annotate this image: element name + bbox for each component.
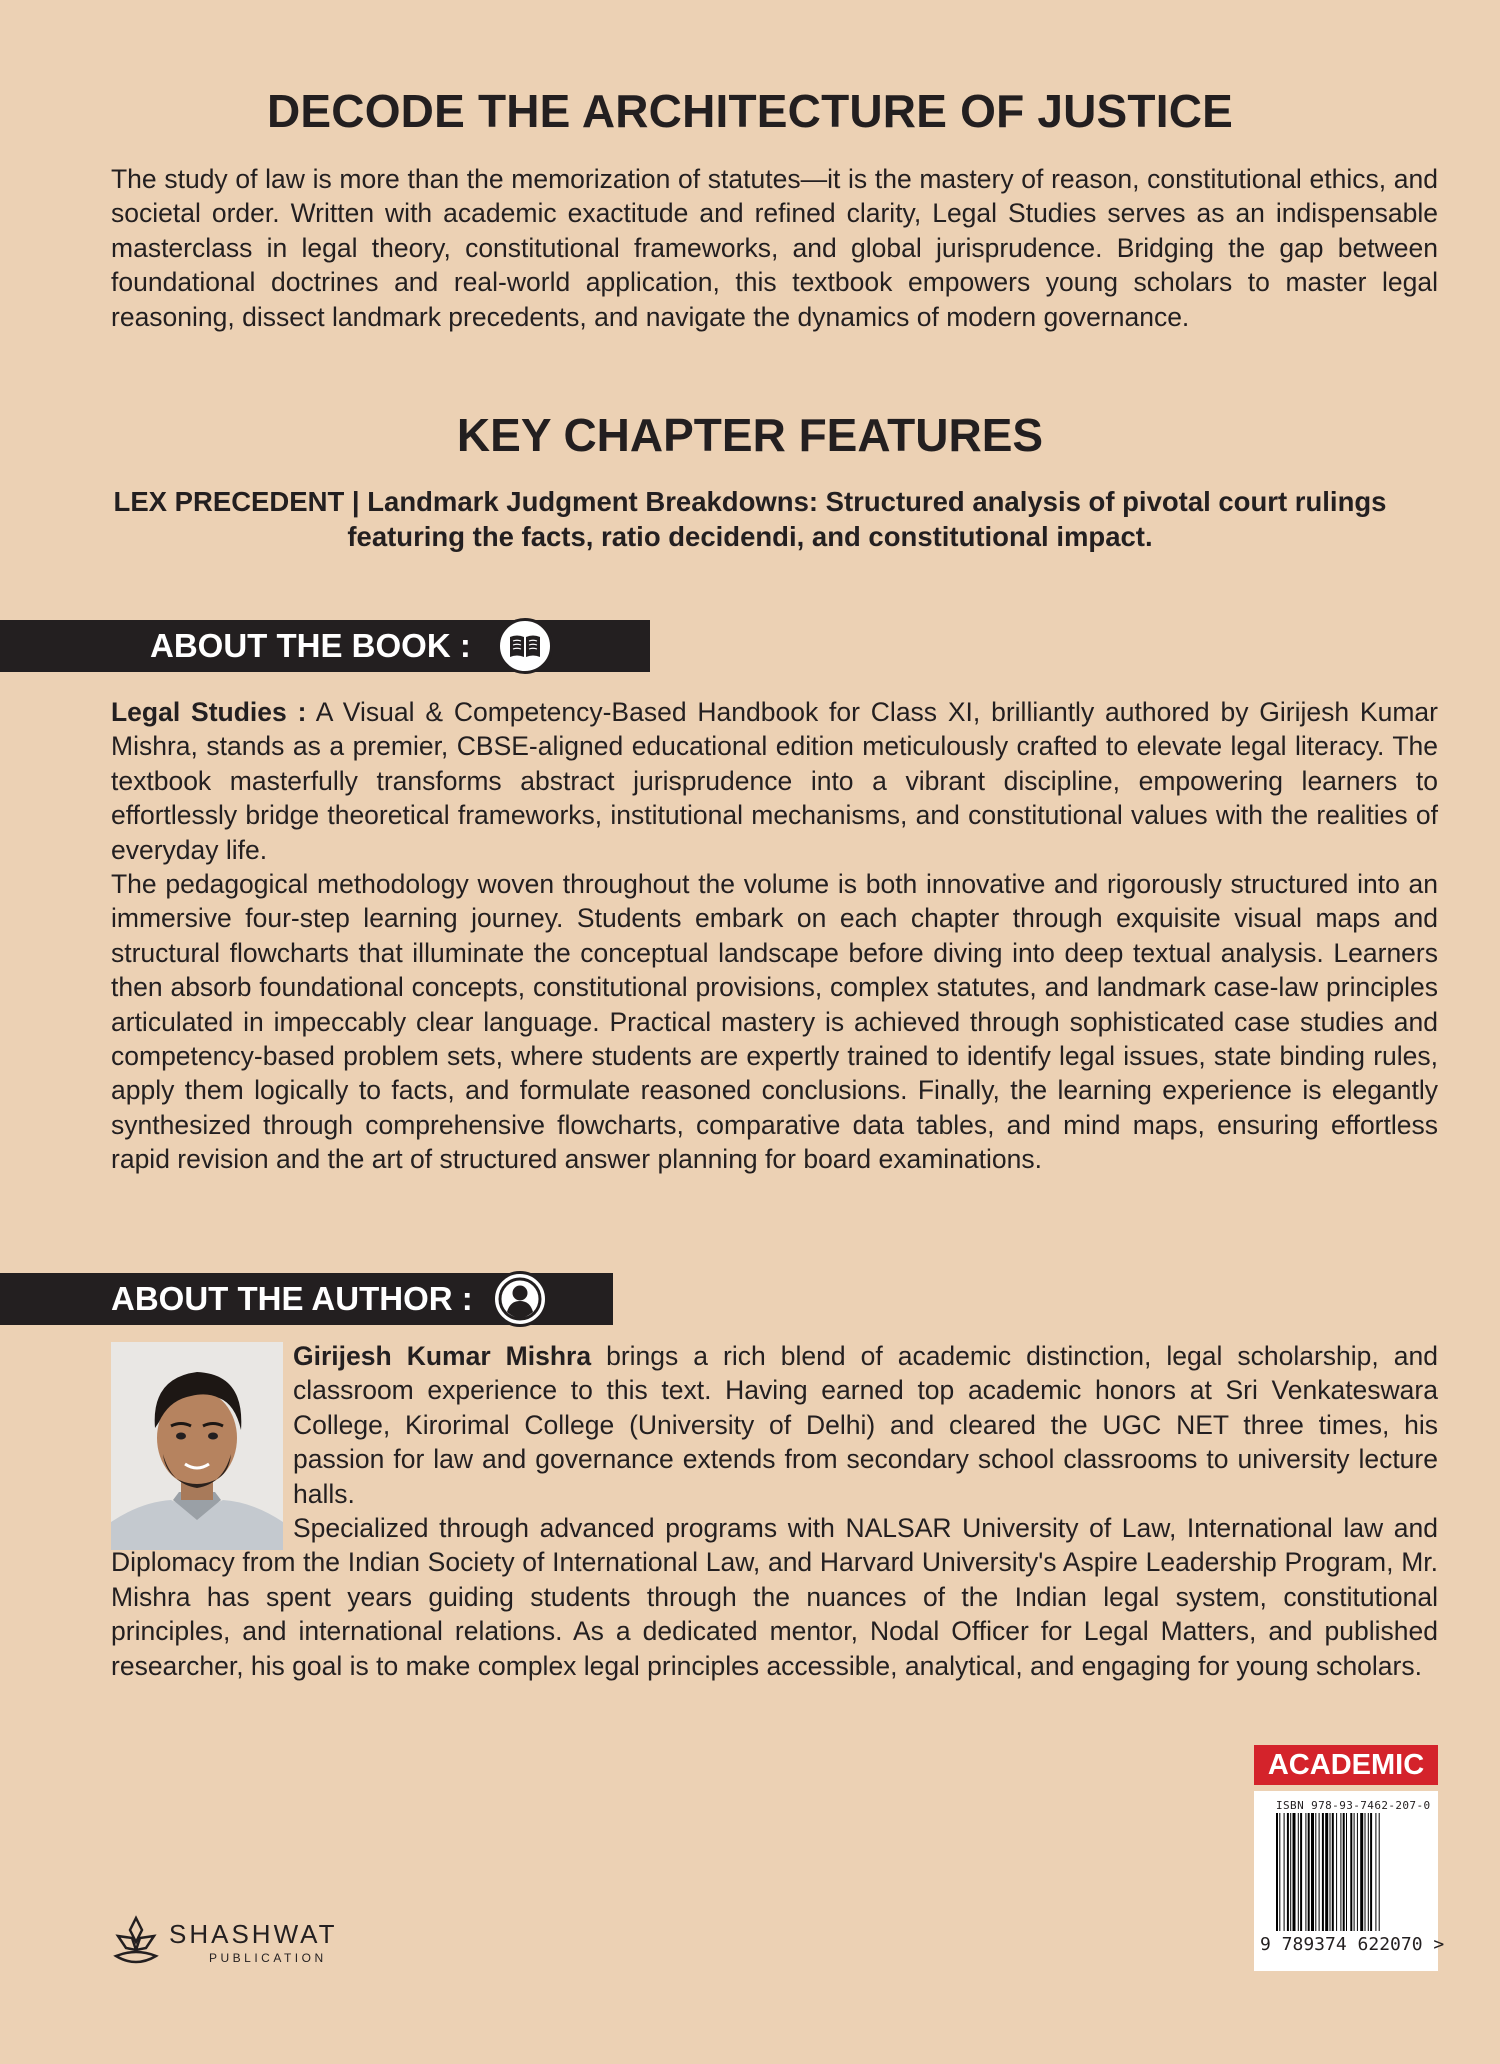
about-author-paragraph-1: Girijesh Kumar Mishra brings a rich blend of academic distinction, legal scholarship, and classroom experience to this text. Having earned top academic honors at Sri Venkateswara College, Kirorimal College (University of Delhi) and cleared the UGC NET three times, his passion for law and governance extends from secondary school classrooms to university lecture halls. [293, 1341, 1438, 1509]
features-text: LEX PRECEDENT | Landmark Judgment Breakdowns: Structured analysis of pivotal court rulings featuring the facts, ratio decidendi, and constitutional impact. [113, 486, 1387, 552]
page-title: DECODE THE ARCHITECTURE OF JUSTICE [266, 85, 1234, 137]
about-book-paragraph-1: Legal Studies : A Visual & Competency-Based Handbook for Class XI, brilliantly authored by Girijesh Kumar Mishra, stands as a premier, CBSE-aligned educational edition meticulously crafted to elevate legal literacy. The textbook masterfully transforms abstract jurisprudence into a vibrant discipline, empowering learners to effortlessly bridge theoretical frameworks, institutional mechanisms, and constitutional values with the realities of everyday life. [111, 697, 1438, 865]
person-icon [492, 1271, 548, 1327]
photo-spacer [111, 1339, 293, 1543]
author-name: Girijesh Kumar Mishra [293, 1341, 592, 1371]
publisher-logo [112, 1914, 352, 1974]
features-title: KEY CHAPTER FEATURES [456, 409, 1044, 461]
about-book-paragraph-2: The pedagogical methodology woven throughout the volume is both innovative and rigorously structured into an immersive four-step learning journey. Students embark on each chapter through exquisite visual maps and structural flowcharts that illuminate the conceptual landscape before diving into deep textual analysis. Learners then absorb foundational concepts, constitutional provisions, complex statutes, and landmark case-law principles articulated in impeccably clear language. Practical mastery is achieved through sophisticated case studies and competency-based problem sets, where students are expertly trained to identify legal issues, state binding rules, apply them logically to facts, and formulate reasoned conclusions. Finally, the learning experience is elegantly synthesized through comprehensive flowcharts, comparative data tables, and mind maps, ensuring effortless rapid revision and the art of structured answer planning for board examinations. [111, 869, 1438, 1175]
about-author-text [111, 1339, 1438, 1683]
about-author-heading: ABOUT THE AUTHOR : [111, 1280, 473, 1317]
category-label: ACADEMIC [1254, 1745, 1438, 1785]
barcode-digits: 9 789374 622070 > [1260, 1934, 1445, 1955]
publisher-subtitle: PUBLICATION [209, 1951, 327, 1965]
open-book-icon [497, 618, 553, 674]
book-title-lead: Legal Studies : [111, 697, 307, 727]
lotus-logo-icon [112, 1914, 160, 1968]
about-book-heading: ABOUT THE BOOK : [150, 627, 471, 664]
intro-paragraph: The study of law is more than the memorization of statutes—it is the mastery of reason, constitutional ethics, and societal order. Written with academic exactitude and refined clarity, Legal Studies serves as an indispensable masterclass in legal theory, constitutional frameworks, and global jurisprudence. Bridging the gap between foundational doctrines and real-world application, this textbook empowers young scholars to master legal reasoning, dissect landmark precedents, and navigate the dynamics of modern governance. [111, 164, 1438, 332]
isbn-text: ISBN 978-93-7462-207-0 [1276, 1799, 1431, 1812]
about-book-text [111, 695, 1438, 1177]
about-author-paragraph-2: Specialized through advanced programs with NALSAR University of Law, International law and Diplomacy from the Indian Society of International Law, and Harvard University's Aspire Leadership Program, Mr. Mishra has spent years guiding students through the nuances of the Indian legal system, constitutional principles, and international relations. As a dedicated mentor, Nodal Officer for Legal Matters, and published researcher, his goal is to make complex legal principles accessible, analytical, and engaging for young scholars. [111, 1513, 1438, 1681]
publisher-name: SHASHWAT [169, 1919, 338, 1949]
